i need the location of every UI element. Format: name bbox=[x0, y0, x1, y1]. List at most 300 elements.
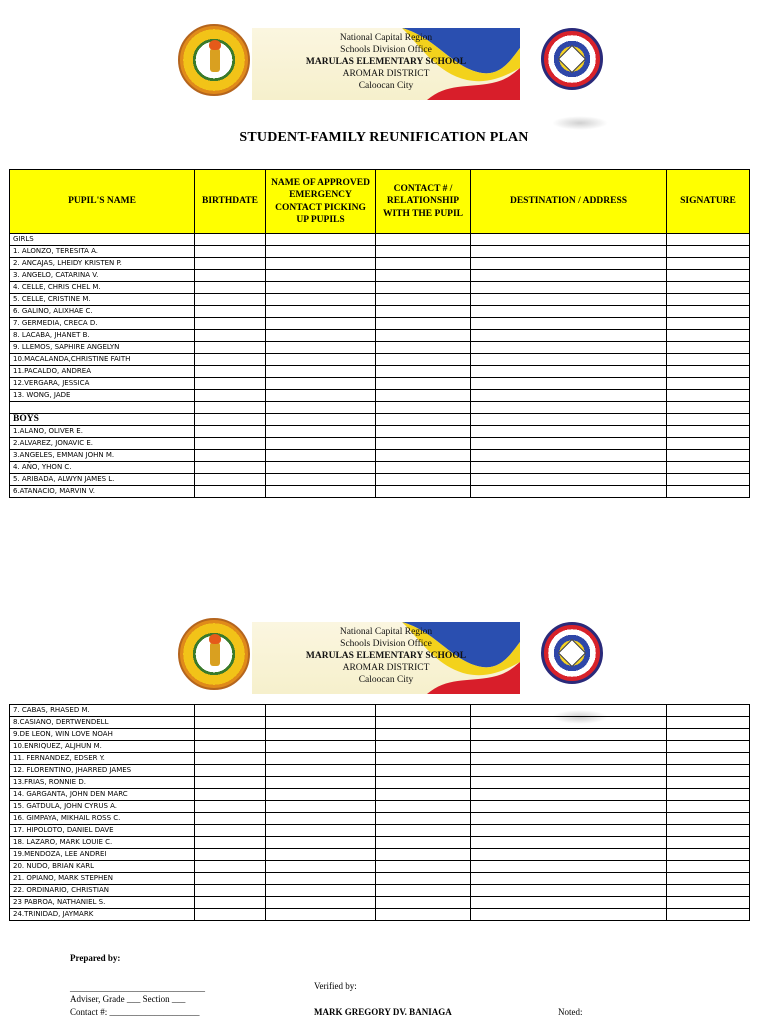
birthdate-cell bbox=[195, 801, 266, 813]
table-row bbox=[10, 354, 750, 366]
contact-relationship-cell bbox=[376, 450, 471, 462]
emergency-contact-cell bbox=[266, 909, 376, 921]
signature-cell bbox=[667, 861, 750, 873]
destination-address-cell bbox=[471, 378, 667, 390]
contact-relationship-cell bbox=[376, 330, 471, 342]
pupil-name-cell: 17. HIPOLOTO, DANIEL DAVE bbox=[10, 825, 195, 837]
destination-address-cell bbox=[471, 705, 667, 717]
emergency-contact-cell bbox=[266, 861, 376, 873]
birthdate-cell bbox=[195, 861, 266, 873]
emergency-contact-cell bbox=[266, 318, 376, 330]
region-name: National Capital Region bbox=[339, 33, 433, 43]
emergency-contact-cell bbox=[266, 342, 376, 354]
birthdate-cell bbox=[195, 789, 266, 801]
pupil-name-cell: 8. LACABA, JHANET B. bbox=[10, 330, 195, 342]
signature-cell bbox=[667, 825, 750, 837]
letterhead-banner bbox=[252, 622, 520, 694]
signature-cell bbox=[667, 354, 750, 366]
contact-relationship-cell bbox=[376, 753, 471, 765]
contact-relationship-cell bbox=[376, 258, 471, 270]
pupil-name-cell: 22. ORDINARIO, CHRISTIAN bbox=[10, 885, 195, 897]
city-seal-logo bbox=[541, 622, 603, 684]
destination-address-cell bbox=[471, 282, 667, 294]
table-row bbox=[10, 897, 750, 909]
table-row bbox=[10, 318, 750, 330]
pupil-name-cell: 21. OPIANO, MARK STEPHEN bbox=[10, 873, 195, 885]
division-name: Schools Division Office bbox=[340, 639, 432, 649]
contact-relationship-cell bbox=[376, 861, 471, 873]
destination-address-cell bbox=[471, 801, 667, 813]
table-row bbox=[10, 837, 750, 849]
col-pupils-name: PUPIL'S NAME bbox=[10, 170, 195, 234]
table-row bbox=[10, 717, 750, 729]
destination-address-cell bbox=[471, 354, 667, 366]
pupil-name-cell: 9.DE LEON, WIN LOVE NOAH bbox=[10, 729, 195, 741]
destination-address-cell bbox=[471, 909, 667, 921]
adviser-line: Adviser, Grade ___ Section ___ bbox=[70, 994, 186, 1004]
table-row bbox=[10, 330, 750, 342]
col-emergency-contact: NAME OF APPROVED EMERGENCY CONTACT PICKING UP PUPILS bbox=[266, 170, 376, 234]
destination-address-cell bbox=[471, 246, 667, 258]
birthdate-cell bbox=[195, 777, 266, 789]
contact-relationship-cell bbox=[376, 909, 471, 921]
signature-cell bbox=[667, 801, 750, 813]
pupil-name-cell: 3.ANGELES, EMMAN JOHN M. bbox=[10, 450, 195, 462]
signature-cell bbox=[667, 897, 750, 909]
signature-cell bbox=[667, 486, 750, 498]
signature-cell bbox=[667, 438, 750, 450]
contact-relationship-cell bbox=[376, 354, 471, 366]
birthdate-cell bbox=[195, 366, 266, 378]
destination-address-cell bbox=[471, 270, 667, 282]
blank-row bbox=[10, 402, 750, 414]
signature-cell bbox=[667, 330, 750, 342]
pupil-name-cell: 6.ATANACIO, MARVIN V. bbox=[10, 486, 195, 498]
destination-address-cell bbox=[471, 753, 667, 765]
contact-relationship-cell bbox=[376, 378, 471, 390]
table-row bbox=[10, 258, 750, 270]
emergency-contact-cell bbox=[266, 777, 376, 789]
emergency-contact-cell bbox=[266, 825, 376, 837]
pupil-name-cell: 5. CELLE, CRISTINE M. bbox=[10, 294, 195, 306]
contact-relationship-cell bbox=[376, 342, 471, 354]
emergency-contact-cell bbox=[266, 897, 376, 909]
letterhead-text bbox=[252, 626, 520, 686]
destination-address-cell bbox=[471, 306, 667, 318]
contact-relationship-cell bbox=[376, 837, 471, 849]
table-row bbox=[10, 813, 750, 825]
reunification-table-page-2 bbox=[9, 704, 750, 921]
destination-address-cell bbox=[471, 777, 667, 789]
pupil-name-cell: 23 PABROA, NATHANIEL S. bbox=[10, 897, 195, 909]
destination-address-cell bbox=[471, 885, 667, 897]
pupil-name-cell: 7. CABAS, RHASED M. bbox=[10, 705, 195, 717]
emergency-contact-cell bbox=[266, 813, 376, 825]
destination-address-cell bbox=[471, 729, 667, 741]
emergency-contact-cell bbox=[266, 330, 376, 342]
birthdate-cell bbox=[195, 306, 266, 318]
contact-relationship-cell bbox=[376, 462, 471, 474]
contact-relationship-cell bbox=[376, 825, 471, 837]
table-row bbox=[10, 765, 750, 777]
signature-cell bbox=[667, 705, 750, 717]
signature-cell bbox=[667, 378, 750, 390]
table-row bbox=[10, 741, 750, 753]
contact-relationship-cell bbox=[376, 402, 471, 414]
contact-relationship-cell bbox=[376, 813, 471, 825]
birthdate-cell bbox=[195, 414, 266, 426]
emergency-contact-cell bbox=[266, 246, 376, 258]
destination-address-cell bbox=[471, 234, 667, 246]
table-row bbox=[10, 390, 750, 402]
col-contact-relationship: CONTACT # / RELATIONSHIP WITH THE PUPIL bbox=[376, 170, 471, 234]
region-name: National Capital Region bbox=[339, 627, 433, 637]
birthdate-cell bbox=[195, 270, 266, 282]
birthdate-cell bbox=[195, 474, 266, 486]
signature-cell bbox=[667, 390, 750, 402]
table-row bbox=[10, 462, 750, 474]
destination-address-cell bbox=[471, 426, 667, 438]
contact-relationship-cell bbox=[376, 438, 471, 450]
emergency-contact-cell bbox=[266, 486, 376, 498]
pupil-name-cell: 9. LLEMOS, SAPHIRE ANGELYN bbox=[10, 342, 195, 354]
destination-address-cell bbox=[471, 474, 667, 486]
table-row bbox=[10, 753, 750, 765]
verified-by-label: Verified by: bbox=[314, 981, 357, 991]
table-row bbox=[10, 849, 750, 861]
signature-cell bbox=[667, 342, 750, 354]
district-name: AROMAR DISTRICT bbox=[342, 69, 430, 79]
birthdate-cell bbox=[195, 450, 266, 462]
col-birthdate: BIRTHDATE bbox=[195, 170, 266, 234]
contact-relationship-cell bbox=[376, 414, 471, 426]
destination-address-cell bbox=[471, 342, 667, 354]
contact-relationship-cell bbox=[376, 270, 471, 282]
pupil-name-cell: 18. LAZARO, MARK LOUIE C. bbox=[10, 837, 195, 849]
pupil-name-cell: 20. NUDO, BRIAN KARL bbox=[10, 861, 195, 873]
signature-cell bbox=[667, 777, 750, 789]
pupil-name-cell: 1. ALONZO, TERESITA A. bbox=[10, 246, 195, 258]
birthdate-cell bbox=[195, 837, 266, 849]
city-name: Caloocan City bbox=[358, 675, 414, 685]
signature-cell bbox=[667, 462, 750, 474]
birthdate-cell bbox=[195, 246, 266, 258]
pupil-name-cell: 3. ANGELO, CATARINA V. bbox=[10, 270, 195, 282]
reunification-table bbox=[9, 169, 750, 498]
emergency-contact-cell bbox=[266, 366, 376, 378]
signature-cell bbox=[667, 729, 750, 741]
destination-address-cell bbox=[471, 765, 667, 777]
emergency-contact-cell bbox=[266, 258, 376, 270]
destination-address-cell bbox=[471, 825, 667, 837]
table-row bbox=[10, 246, 750, 258]
contact-relationship-cell bbox=[376, 306, 471, 318]
table-row bbox=[10, 294, 750, 306]
signature-cell bbox=[667, 741, 750, 753]
table-row bbox=[10, 873, 750, 885]
destination-address-cell bbox=[471, 873, 667, 885]
pupil-name-cell: 11.PACALDO, ANDREA bbox=[10, 366, 195, 378]
destination-address-cell bbox=[471, 402, 667, 414]
contact-relationship-cell bbox=[376, 873, 471, 885]
signature-cell bbox=[667, 813, 750, 825]
pupil-name-cell: 24.TRINIDAD, JAYMARK bbox=[10, 909, 195, 921]
pupil-name-cell: 1.ALANO, OLIVER E. bbox=[10, 426, 195, 438]
table-row bbox=[10, 474, 750, 486]
emergency-contact-cell bbox=[266, 438, 376, 450]
signature-cell bbox=[667, 366, 750, 378]
city-name: Caloocan City bbox=[358, 81, 414, 91]
contact-relationship-cell bbox=[376, 366, 471, 378]
pupil-name-cell: 10.MACALANDA,CHRISTINE FAITH bbox=[10, 354, 195, 366]
contact-relationship-cell bbox=[376, 897, 471, 909]
destination-address-cell bbox=[471, 366, 667, 378]
pupil-name-cell: 7. GERMEDIA, CRECA D. bbox=[10, 318, 195, 330]
table-row bbox=[10, 777, 750, 789]
school-seal-logo bbox=[178, 24, 250, 96]
destination-address-cell bbox=[471, 438, 667, 450]
emergency-contact-cell bbox=[266, 789, 376, 801]
signature-cell bbox=[667, 426, 750, 438]
birthdate-cell bbox=[195, 897, 266, 909]
contact-relationship-cell bbox=[376, 486, 471, 498]
pupil-name-cell: 6. GALINO, ALIXHAE C. bbox=[10, 306, 195, 318]
birthdate-cell bbox=[195, 849, 266, 861]
pupil-name-cell: 4. AÑO, YHON C. bbox=[10, 462, 195, 474]
signature-cell bbox=[667, 474, 750, 486]
pupil-name-cell: 12. FLORENTINO, JHARRED JAMES bbox=[10, 765, 195, 777]
pupil-name-cell: 14. GARGANTA, JOHN DEN MARC bbox=[10, 789, 195, 801]
pupil-name-cell: 2. ANCAJAS, LHEIDY KRISTEN P. bbox=[10, 258, 195, 270]
destination-address-cell bbox=[471, 849, 667, 861]
emergency-contact-cell bbox=[266, 450, 376, 462]
birthdate-cell bbox=[195, 354, 266, 366]
contact-relationship-cell bbox=[376, 885, 471, 897]
contact-relationship-cell bbox=[376, 849, 471, 861]
emergency-contact-cell bbox=[266, 753, 376, 765]
emergency-contact-cell bbox=[266, 849, 376, 861]
contact-relationship-cell bbox=[376, 777, 471, 789]
signature-cell bbox=[667, 873, 750, 885]
smudge-mark bbox=[552, 116, 608, 130]
contact-relationship-cell bbox=[376, 246, 471, 258]
birthdate-cell bbox=[195, 765, 266, 777]
destination-address-cell bbox=[471, 450, 667, 462]
signature-cell bbox=[667, 909, 750, 921]
destination-address-cell bbox=[471, 414, 667, 426]
letterhead bbox=[0, 24, 768, 114]
birthdate-cell bbox=[195, 486, 266, 498]
birthdate-cell bbox=[195, 342, 266, 354]
birthdate-cell bbox=[195, 825, 266, 837]
contact-relationship-cell bbox=[376, 474, 471, 486]
district-name: AROMAR DISTRICT bbox=[342, 663, 430, 673]
pupil-name-cell: BOYS bbox=[10, 414, 195, 426]
letterhead-page-2 bbox=[0, 618, 768, 708]
destination-address-cell bbox=[471, 318, 667, 330]
emergency-contact-cell bbox=[266, 306, 376, 318]
birthdate-cell bbox=[195, 390, 266, 402]
table-row bbox=[10, 909, 750, 921]
table-row bbox=[10, 705, 750, 717]
emergency-contact-cell bbox=[266, 462, 376, 474]
table-row bbox=[10, 270, 750, 282]
signature-cell bbox=[667, 414, 750, 426]
signature-cell bbox=[667, 885, 750, 897]
section-row-boys bbox=[10, 414, 750, 426]
birthdate-cell bbox=[195, 438, 266, 450]
city-seal-logo bbox=[541, 28, 603, 90]
pupil-name-cell: 12.VERGARA, JESSICA bbox=[10, 378, 195, 390]
pupil-name-cell: GIRLS bbox=[10, 234, 195, 246]
contact-relationship-cell bbox=[376, 294, 471, 306]
contact-relationship-cell bbox=[376, 741, 471, 753]
destination-address-cell bbox=[471, 741, 667, 753]
signature-cell bbox=[667, 837, 750, 849]
birthdate-cell bbox=[195, 258, 266, 270]
destination-address-cell bbox=[471, 837, 667, 849]
birthdate-cell bbox=[195, 885, 266, 897]
letterhead-text bbox=[252, 32, 520, 92]
table-row bbox=[10, 861, 750, 873]
signature-cell bbox=[667, 306, 750, 318]
emergency-contact-cell bbox=[266, 354, 376, 366]
col-signature: SIGNATURE bbox=[667, 170, 750, 234]
emergency-contact-cell bbox=[266, 474, 376, 486]
table-row bbox=[10, 825, 750, 837]
contact-relationship-cell bbox=[376, 789, 471, 801]
emergency-contact-cell bbox=[266, 873, 376, 885]
emergency-contact-cell bbox=[266, 885, 376, 897]
signature-cell bbox=[667, 753, 750, 765]
destination-address-cell bbox=[471, 258, 667, 270]
signature-cell bbox=[667, 282, 750, 294]
emergency-contact-cell bbox=[266, 414, 376, 426]
prepared-by-label: Prepared by: bbox=[70, 953, 121, 963]
document-title: STUDENT-FAMILY REUNIFICATION PLAN bbox=[239, 130, 529, 145]
table-header-row bbox=[10, 170, 750, 234]
pupil-name-cell: 4. CELLE, CHRIS CHEL M. bbox=[10, 282, 195, 294]
table-row bbox=[10, 450, 750, 462]
contact-relationship-cell bbox=[376, 390, 471, 402]
birthdate-cell bbox=[195, 909, 266, 921]
signature-cell bbox=[667, 294, 750, 306]
signature-cell bbox=[667, 246, 750, 258]
emergency-contact-cell bbox=[266, 390, 376, 402]
birthdate-cell bbox=[195, 294, 266, 306]
birthdate-cell bbox=[195, 330, 266, 342]
contact-relationship-cell bbox=[376, 705, 471, 717]
contact-relationship-cell bbox=[376, 729, 471, 741]
signature-cell bbox=[667, 849, 750, 861]
birthdate-cell bbox=[195, 282, 266, 294]
birthdate-cell bbox=[195, 705, 266, 717]
table-row bbox=[10, 729, 750, 741]
contact-relationship-cell bbox=[376, 318, 471, 330]
table-row bbox=[10, 282, 750, 294]
destination-address-cell bbox=[471, 462, 667, 474]
table-row bbox=[10, 885, 750, 897]
birthdate-cell bbox=[195, 426, 266, 438]
table-row bbox=[10, 426, 750, 438]
contact-relationship-cell bbox=[376, 717, 471, 729]
division-name: Schools Division Office bbox=[340, 45, 432, 55]
birthdate-cell bbox=[195, 378, 266, 390]
table-row bbox=[10, 789, 750, 801]
destination-address-cell bbox=[471, 789, 667, 801]
letterhead-banner bbox=[252, 28, 520, 100]
birthdate-cell bbox=[195, 462, 266, 474]
pupil-name-cell: 5. ARIBADA, ALWYN JAMES L. bbox=[10, 474, 195, 486]
signature-cell bbox=[667, 717, 750, 729]
pupil-name-cell: 11. FERNANDEZ, EDSER Y. bbox=[10, 753, 195, 765]
signature-cell bbox=[667, 270, 750, 282]
birthdate-cell bbox=[195, 729, 266, 741]
pupil-name-cell: 13.FRIAS, RONNIE D. bbox=[10, 777, 195, 789]
birthdate-cell bbox=[195, 717, 266, 729]
table-row bbox=[10, 366, 750, 378]
section-row-girls bbox=[10, 234, 750, 246]
pupil-name-cell: 13. WONG, JADE bbox=[10, 390, 195, 402]
col-destination-address: DESTINATION / ADDRESS bbox=[471, 170, 667, 234]
emergency-contact-cell bbox=[266, 801, 376, 813]
birthdate-cell bbox=[195, 873, 266, 885]
school-name: MARULAS ELEMENTARY SCHOOL bbox=[305, 651, 467, 661]
pupil-name-cell: 19.MENDOZA, LEE ANDREI bbox=[10, 849, 195, 861]
table-row bbox=[10, 801, 750, 813]
destination-address-cell bbox=[471, 861, 667, 873]
emergency-contact-cell bbox=[266, 741, 376, 753]
contact-relationship-cell bbox=[376, 765, 471, 777]
emergency-contact-cell bbox=[266, 402, 376, 414]
destination-address-cell bbox=[471, 294, 667, 306]
verifier-name: MARK GREGORY DV. BANIAGA bbox=[314, 1007, 452, 1017]
emergency-contact-cell bbox=[266, 717, 376, 729]
birthdate-cell bbox=[195, 402, 266, 414]
table-row bbox=[10, 306, 750, 318]
pupil-name-cell: 16. GIMPAYA, MIKHAIL ROSS C. bbox=[10, 813, 195, 825]
signature-cell bbox=[667, 789, 750, 801]
signature-cell bbox=[667, 258, 750, 270]
school-name: MARULAS ELEMENTARY SCHOOL bbox=[305, 57, 467, 67]
contact-relationship-cell bbox=[376, 426, 471, 438]
emergency-contact-cell bbox=[266, 270, 376, 282]
contact-relationship-cell bbox=[376, 234, 471, 246]
emergency-contact-cell bbox=[266, 729, 376, 741]
birthdate-cell bbox=[195, 813, 266, 825]
signature-cell bbox=[667, 234, 750, 246]
emergency-contact-cell bbox=[266, 294, 376, 306]
birthdate-cell bbox=[195, 753, 266, 765]
signature-cell bbox=[667, 318, 750, 330]
pupil-name-cell: 10.ENRIQUEZ, ALJHUN M. bbox=[10, 741, 195, 753]
contact-relationship-cell bbox=[376, 282, 471, 294]
emergency-contact-cell bbox=[266, 765, 376, 777]
emergency-contact-cell bbox=[266, 837, 376, 849]
pupil-name-cell: 8.CASIANO, DERTWENDELL bbox=[10, 717, 195, 729]
pupil-name-cell: 15. GATDULA, JOHN CYRUS A. bbox=[10, 801, 195, 813]
destination-address-cell bbox=[471, 390, 667, 402]
noted-label: Noted: bbox=[558, 1007, 583, 1017]
pupil-name-cell bbox=[10, 402, 195, 414]
table-row bbox=[10, 378, 750, 390]
birthdate-cell bbox=[195, 234, 266, 246]
destination-address-cell bbox=[471, 486, 667, 498]
signature-cell bbox=[667, 765, 750, 777]
signature-cell bbox=[667, 402, 750, 414]
signature-cell bbox=[667, 450, 750, 462]
emergency-contact-cell bbox=[266, 378, 376, 390]
